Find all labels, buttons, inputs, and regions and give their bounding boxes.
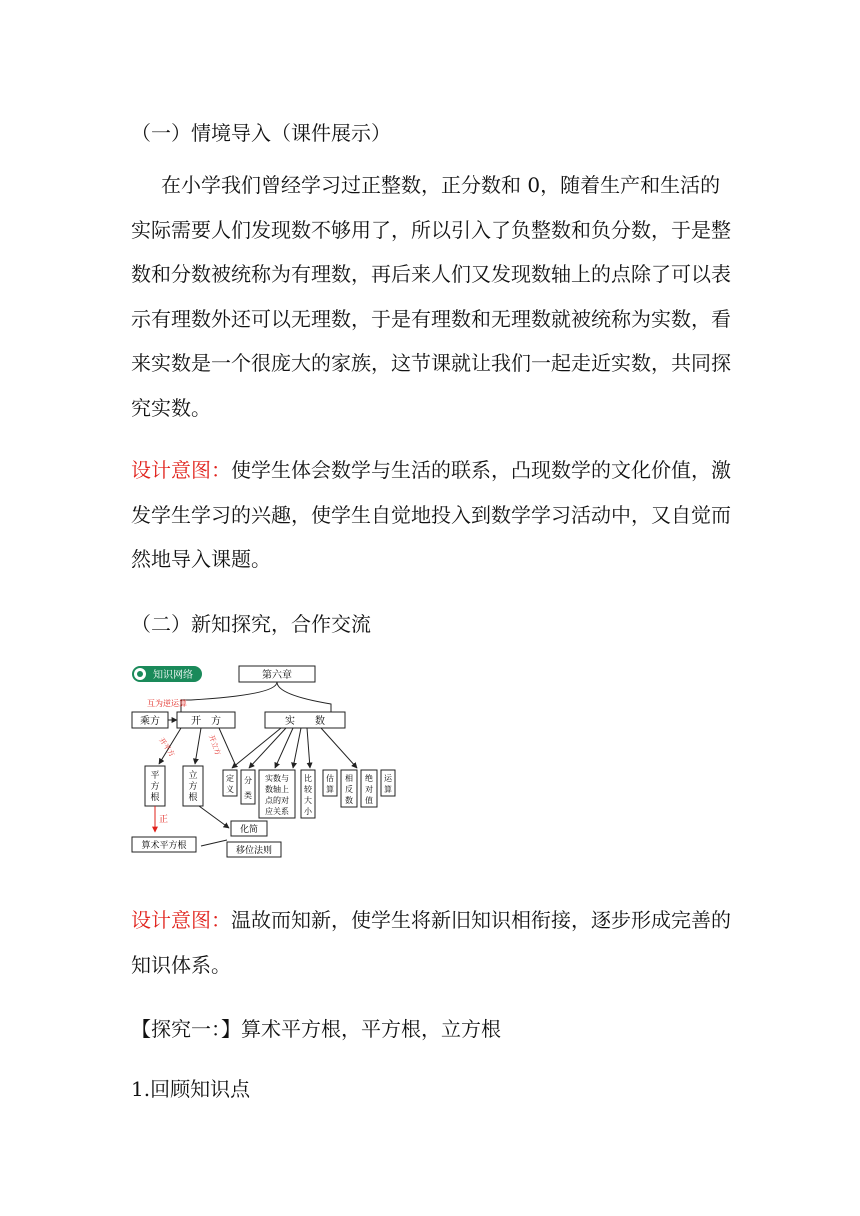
svg-text:对: 对 bbox=[365, 785, 373, 794]
chapter-box bbox=[239, 666, 315, 682]
svg-text:实数与: 实数与 bbox=[265, 774, 289, 783]
real-children-arrows bbox=[232, 728, 357, 768]
svg-text:立: 立 bbox=[188, 771, 198, 781]
review-heading: 1.回顾知识点 bbox=[131, 1077, 251, 1101]
root-box bbox=[177, 712, 235, 728]
cbrt-label: 开立方 bbox=[207, 733, 222, 757]
svg-text:乘方: 乘方 bbox=[140, 716, 160, 727]
svg-text:根: 根 bbox=[150, 793, 160, 803]
svg-text:运: 运 bbox=[384, 774, 392, 783]
shift-rule-box bbox=[227, 842, 281, 857]
svg-text:类: 类 bbox=[244, 791, 252, 800]
svg-text:值: 值 bbox=[365, 796, 373, 805]
square-root-box bbox=[145, 766, 165, 806]
design-intent-text: 使学生体会数学与生活的联系，凸现数学的文化价值，激发学生学习的兴趣，使学生自觉地投入到数学学习活动中，又自觉而然地导入课题。 bbox=[131, 458, 731, 571]
section2-heading: （二）新知探究，合作交流 bbox=[131, 612, 371, 636]
section1-heading: （一）情境导入（课件展示） bbox=[131, 121, 391, 145]
design-intent-label: 设计意图： bbox=[131, 908, 231, 932]
svg-text:方: 方 bbox=[150, 782, 160, 792]
child-definition bbox=[223, 770, 237, 796]
svg-text:估: 估 bbox=[326, 774, 334, 783]
real-number-box bbox=[265, 712, 345, 728]
knowledge-network-badge bbox=[132, 666, 202, 682]
svg-text:实 数: 实 数 bbox=[285, 716, 325, 727]
design-intent-1 bbox=[131, 448, 731, 582]
svg-text:分: 分 bbox=[244, 776, 252, 785]
sqrt-label: 开平方 bbox=[157, 736, 176, 759]
arithmetic-root-box bbox=[132, 837, 196, 852]
svg-text:平: 平 bbox=[150, 771, 160, 781]
svg-text:大: 大 bbox=[304, 796, 312, 805]
child-compare bbox=[301, 770, 315, 818]
child-classification bbox=[241, 770, 255, 804]
svg-text:方: 方 bbox=[188, 782, 198, 792]
design-intent-text: 温故而知新，使学生将新旧知识相衔接，逐步形成完善的知识体系。 bbox=[131, 908, 731, 977]
svg-text:绝: 绝 bbox=[365, 774, 373, 783]
child-number-line bbox=[259, 770, 295, 818]
svg-text:定: 定 bbox=[226, 774, 234, 783]
svg-text:较: 较 bbox=[304, 785, 312, 794]
cube-root-box bbox=[183, 766, 203, 806]
svg-text:算术平方根: 算术平方根 bbox=[141, 841, 187, 851]
child-operation bbox=[381, 770, 395, 796]
chapter-label: 第六章 bbox=[262, 670, 292, 681]
svg-text:点的对: 点的对 bbox=[265, 796, 289, 805]
child-opposite bbox=[341, 770, 357, 807]
svg-text:移位法则: 移位法则 bbox=[235, 846, 273, 856]
svg-text:小: 小 bbox=[304, 807, 312, 816]
svg-text:相: 相 bbox=[345, 774, 353, 783]
square-box bbox=[132, 712, 168, 728]
simplify-box bbox=[231, 821, 267, 836]
explore1-heading: 【探究一：】算术平方根，平方根，立方根 bbox=[131, 1017, 501, 1041]
design-intent-2 bbox=[131, 898, 731, 987]
svg-text:义: 义 bbox=[226, 785, 234, 794]
svg-text:应关系: 应关系 bbox=[265, 807, 289, 816]
svg-text:算: 算 bbox=[384, 785, 392, 794]
svg-text:数轴上: 数轴上 bbox=[265, 785, 289, 794]
child-absolute-value bbox=[361, 770, 377, 807]
positive-label: 正 bbox=[159, 815, 169, 825]
inverse-op-label: 互为逆运算 bbox=[147, 699, 187, 708]
svg-text:开 方: 开 方 bbox=[191, 716, 221, 727]
svg-text:算: 算 bbox=[326, 785, 334, 794]
svg-text:反: 反 bbox=[345, 785, 353, 794]
svg-text:根: 根 bbox=[188, 793, 198, 803]
svg-text:数: 数 bbox=[345, 796, 353, 805]
intro-paragraph: 在小学我们曾经学习过正整数，正分数和 0，随着生产和生活的实际需要人们发现数不够用了，所以引入了负整数和负分数，于是整数和分数被统称为有理数，再后来人们又发现数轴上的点除了可以表示有理数外还可以无理数，于是有理数和无理数就被统称为实数，看来实数是一个很庞大的家族，这节课就让我们一起走近实数，共同探究实数。 bbox=[131, 173, 731, 420]
svg-text:化简: 化简 bbox=[239, 825, 259, 835]
svg-text:比: 比 bbox=[304, 774, 312, 783]
knowledge-network-diagram bbox=[131, 660, 401, 869]
badge-label: 知识网络 bbox=[153, 670, 193, 681]
child-estimate bbox=[323, 770, 337, 796]
design-intent-label: 设计意图： bbox=[131, 458, 231, 482]
